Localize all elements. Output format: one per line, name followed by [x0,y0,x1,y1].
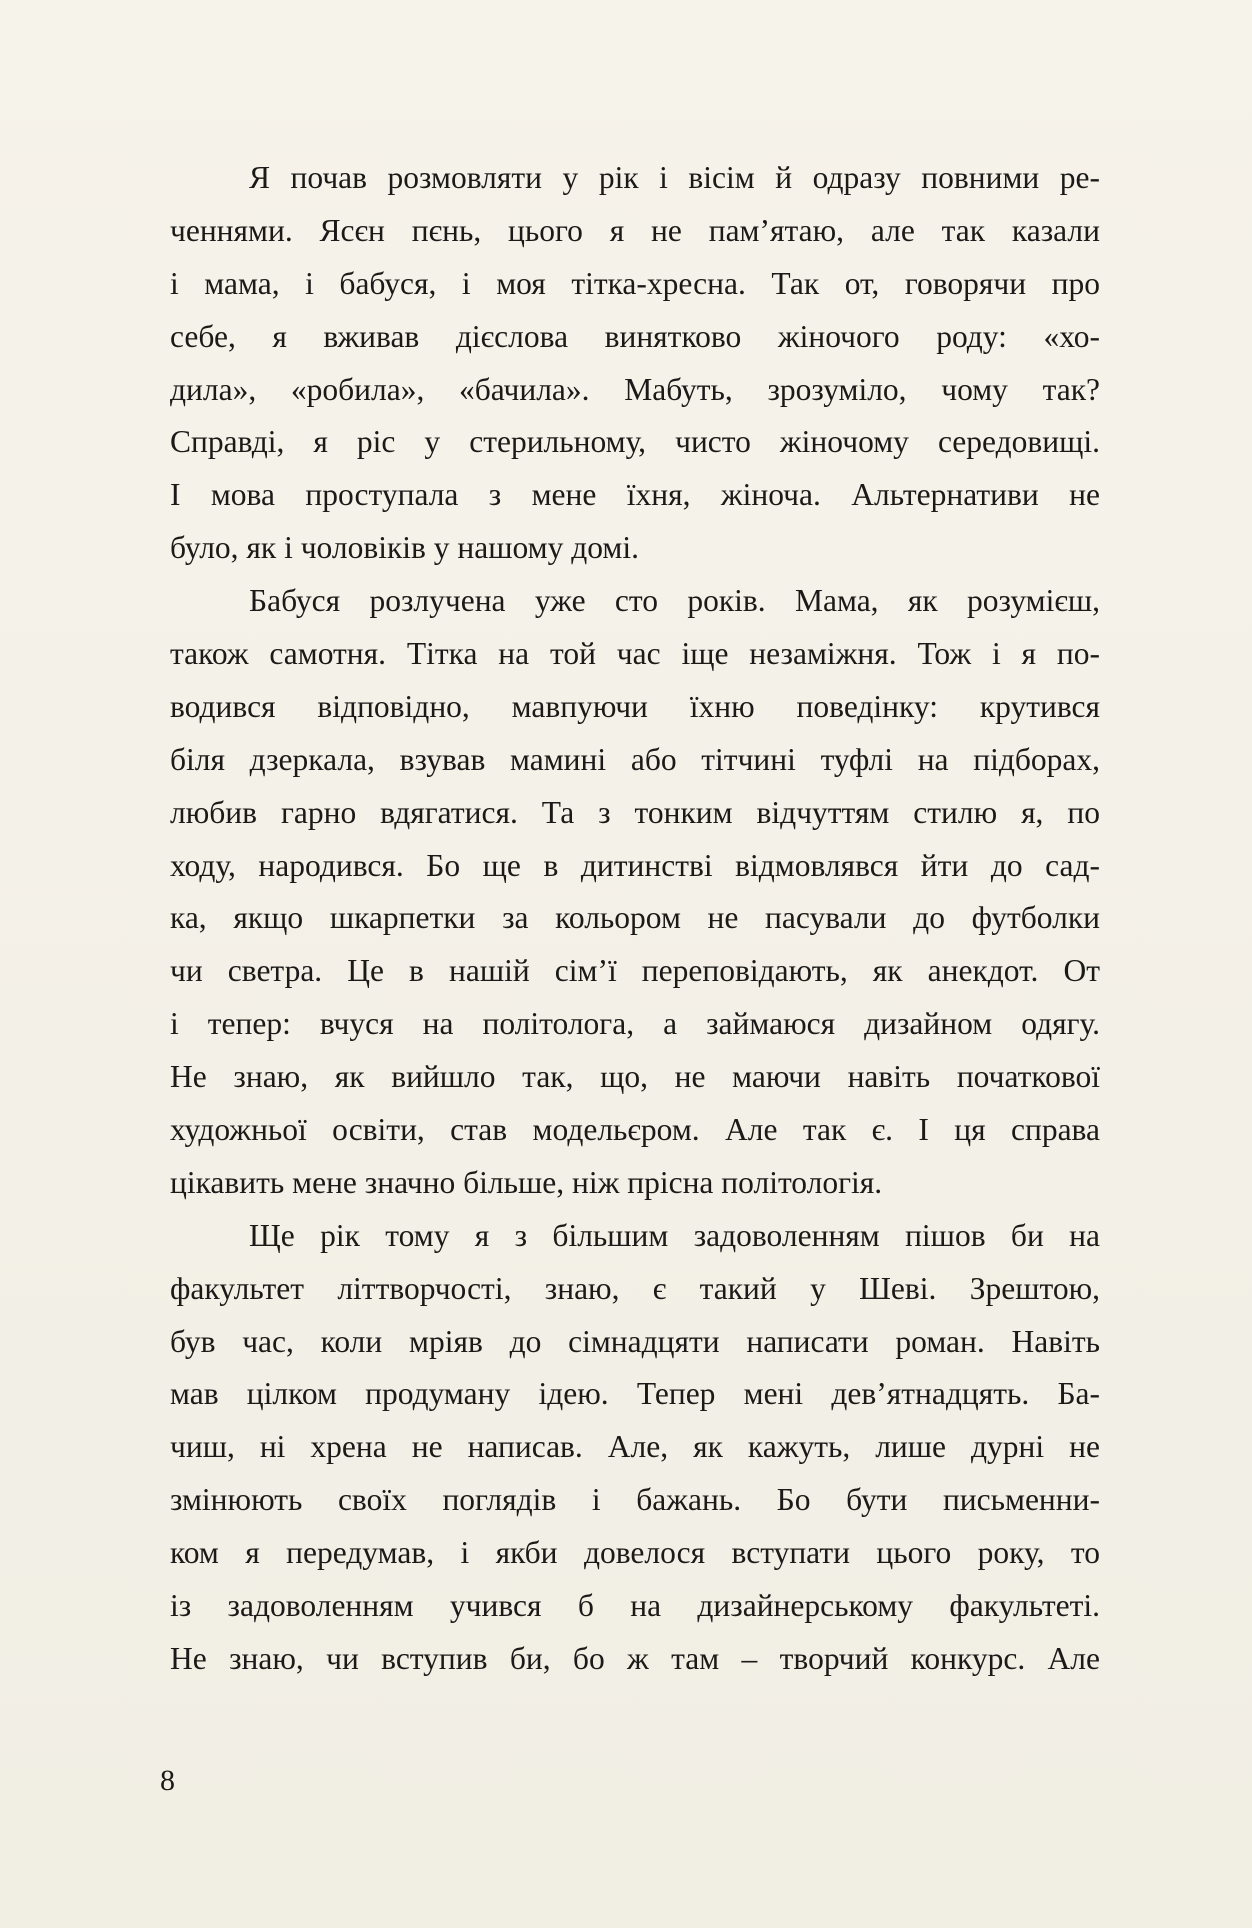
text-line: чи светра. Це в нашій сім’ї переповідають, як анекдот. От [170,953,1100,989]
text-line: біля дзеркала, взував мамині або тітчині туфлі на підборах, [170,741,1100,777]
text-line: ченнями. Ясєн пєнь, цього я не пам’ятаю, але так казали [170,212,1100,248]
text-line: мав цілком продуману ідею. Тепер мені дев’ятнадцять. Ба- [170,1376,1100,1412]
text-line: водився відповідно, мавпуючи їхню поведінку: крутився [170,688,1100,724]
text-line: був час, коли мріяв до сімнадцяти написати роман. Навіть [170,1323,1100,1359]
text-line: цікавить мене значно більше, ніж прісна політологія. [170,1164,883,1200]
body-text [170,152,1100,1686]
text-line: було, як і чоловіків у нашому домі. [170,530,639,566]
text-line: І мова проступала з мене їхня, жіноча. Альтернативи не [170,477,1100,513]
text-line: ком я передумав, і якби довелося вступати цього року, то [170,1535,1100,1571]
text-line: Не знаю, як вийшло так, що, не маючи навіть початкової [170,1059,1100,1095]
text-line: і мама, і бабуся, і моя тітка-хресна. Так от, говорячи про [170,265,1100,301]
text-line: Бабуся розлучена уже сто років. Мама, як розумієш, [249,583,1100,619]
text-line: чиш, ні хрена не написав. Але, як кажуть, лише дурні не [170,1429,1100,1465]
text-line: художньої освіти, став модельєром. Але так є. І ця справа [170,1112,1100,1148]
text-line: любив гарно вдягатися. Та з тонким відчуттям стилю я, по [170,794,1100,830]
text-line: і тепер: вчуся на політолога, а займаюся дизайном одягу. [170,1006,1100,1042]
text-line: ходу, народився. Бо ще в дитинстві відмовлявся йти до сад- [170,847,1100,883]
text-line: Не знаю, чи вступив би, бо ж там – творчий конкурс. Але [170,1640,1100,1676]
text-line: факультет літтворчості, знаю, є такий у Шеві. Зрештою, [170,1270,1100,1306]
text-line: Справді, я ріс у стерильному, чисто жіночому середовищі. [170,424,1100,460]
text-line: також самотня. Тітка на той час іще незаміжня. Тож і я по- [170,636,1100,672]
text-line: змінюють своїх поглядів і бажань. Бо бути письменни- [170,1482,1100,1518]
text-line: Ще рік тому я з більшим задоволенням пішов би на [249,1217,1100,1253]
text-line: дила», «робила», «бачила». Мабуть, зрозуміло, чому так? [170,371,1100,407]
page-number: 8 [160,1764,175,1797]
text-line: ка, якщо шкарпетки за кольором не пасували до футболки [170,900,1100,936]
text-line: себе, я вживав дієслова винятково жіночого роду: «хо- [170,318,1100,354]
text-line: Я почав розмовляти у рік і вісім й одразу повними ре- [249,160,1100,195]
text-line: із задоволенням учився б на дизайнерському факультеті. [170,1588,1100,1624]
